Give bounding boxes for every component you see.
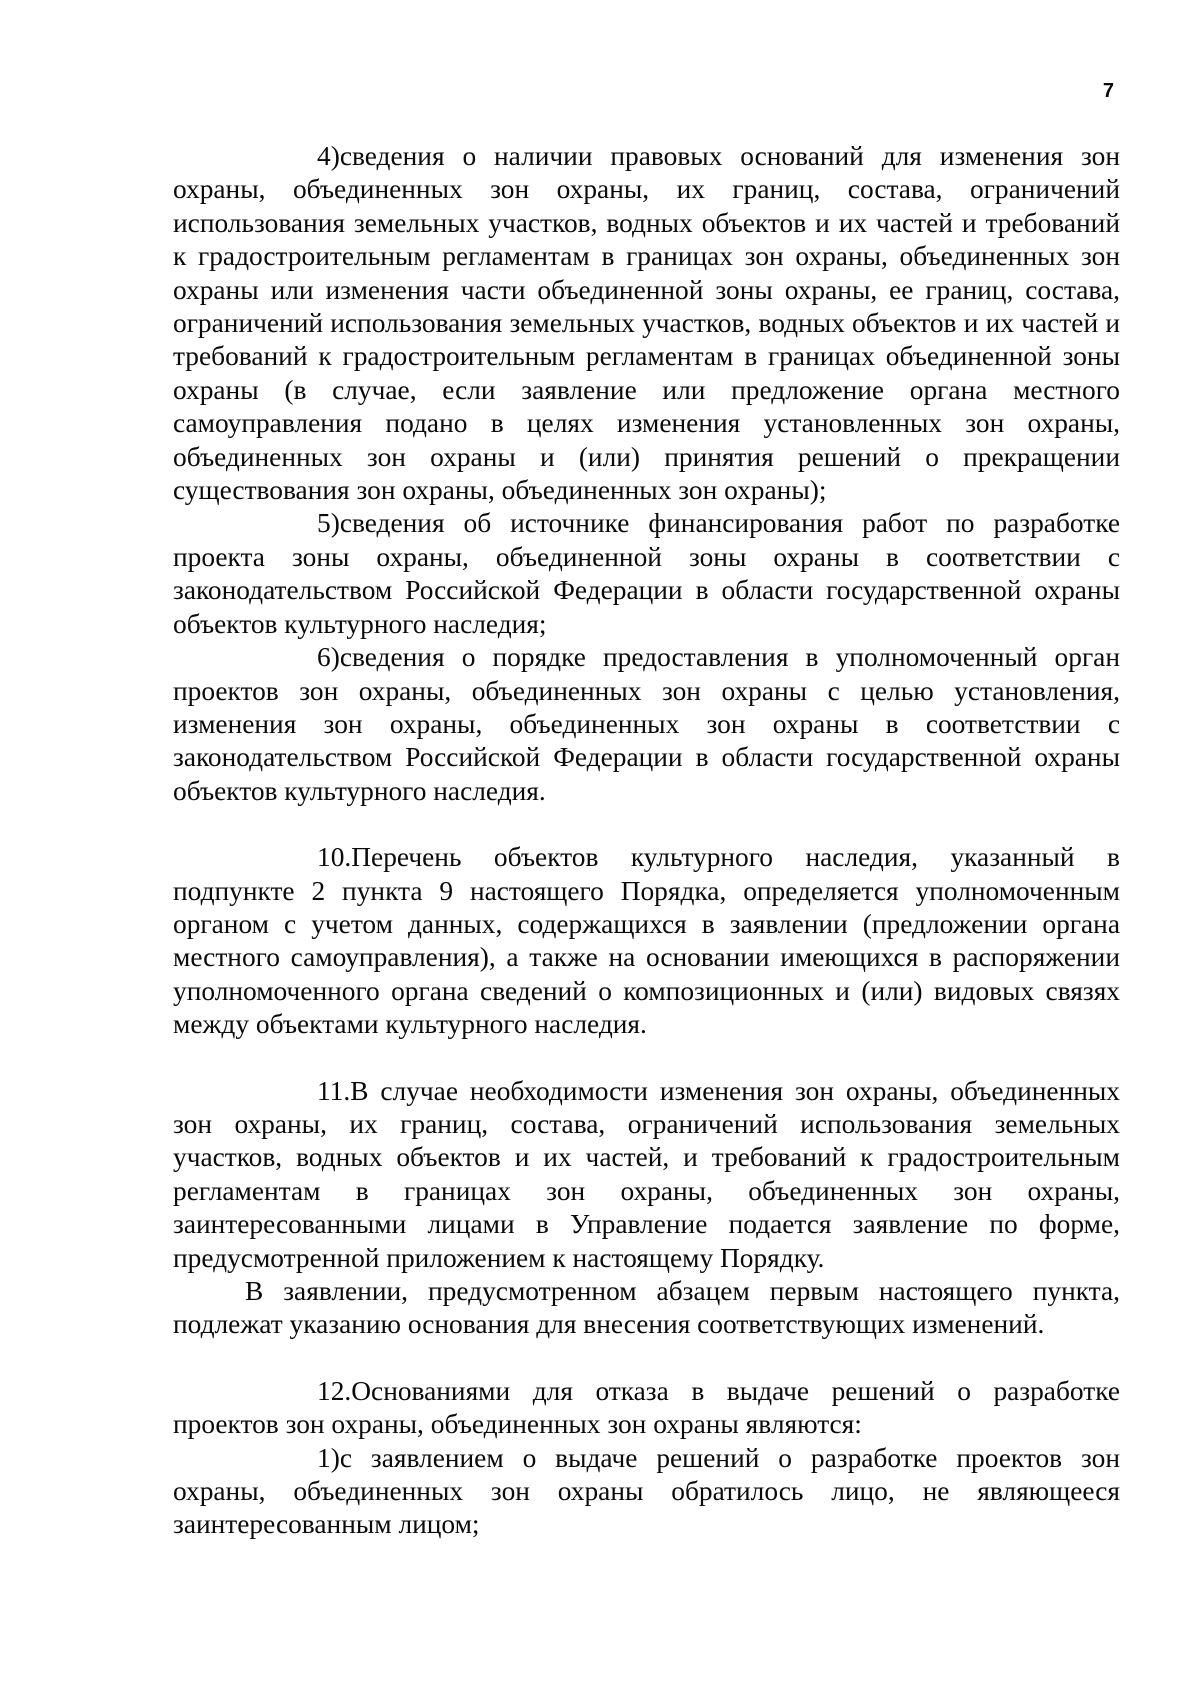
paragraph-gap [173, 808, 1120, 841]
paragraph-item-1 [173, 1442, 1120, 1542]
paragraph-item-4 [173, 140, 1120, 507]
paragraph-gap [173, 1342, 1120, 1375]
paragraph-text: сведения об источнике финансирования работ по разработке проекта зоны охраны, объединенной зоны охраны в соответствии с законодательством Российской Федерации в области государственной охраны объектов культурного наследия; [173, 508, 1120, 639]
paragraph-section-11-continuation [173, 1275, 1120, 1342]
document-body [173, 140, 1120, 1542]
section-number: 10. [317, 842, 352, 873]
paragraph-text: Перечень объектов культурного наследия, указанный в подпункте 2 пункта 9 настоящего Порядка, определяется уполномоченным органом с учетом данных, содержащихся в заявлении (предложении органа местного самоуправления), а также на основании имеющихся в распоряжении уполномоченного органа сведений о композиционных и (или) видовых связях между объектами культурного наследия. [173, 842, 1120, 1040]
paragraph-text: сведения о порядке предоставления в уполномоченный орган проектов зон охраны, объединенных зон охраны с целью установления, изменения зон охраны, объединенных зон охраны в соответствии с законодательством Российской Федерации в области государственной охраны объектов культурного наследия. [173, 642, 1120, 806]
paragraph-item-5 [173, 507, 1120, 641]
item-number: 1) [317, 1442, 340, 1473]
paragraph-text: В случае необходимости изменения зон охраны, объединенных зон охраны, их границ, состава, ограничений использования земельных участков, водных объектов и их частей, и требований к градостроительным регламентам в границах зон охраны, объединенных зон охраны, заинтересованными лицами в Управление подается заявление по форме, предусмотренной приложением к настоящему Порядку. [173, 1075, 1120, 1273]
paragraph-item-6 [173, 641, 1120, 808]
paragraph-text: Основаниями для отказа в выдаче решений о разработке проектов зон охраны, объединенных зон охраны являются: [173, 1375, 1120, 1440]
paragraph-text: В заявлении, предусмотренном абзацем первым настоящего пункта, подлежат указанию основания для внесения соответствующих изменений. [173, 1276, 1120, 1340]
paragraph-gap [173, 1042, 1120, 1075]
paragraph-text: сведения о наличии правовых оснований для изменения зон охраны, объединенных зон охраны, их границ, состава, ограничений использования земельных участков, водных объектов и их частей и требований к градостроительным регламентам в границах зон охраны, объединенных зон охраны или изменения части объединенной зоны охраны, ее границ, состава, ограничений использования земельных участков, водных объектов и их частей и требований к градостроительным регламентам в границах объединенной зоны охраны (в случае, если заявление или предложение органа местного самоуправления подано в целях изменения установленных зон охраны, объединенных зон охраны и (или) принятия решений о прекращении существования зон охраны, объединенных зон охраны); [173, 141, 1120, 506]
section-number: 11. [317, 1075, 351, 1106]
paragraph-section-11 [173, 1075, 1120, 1275]
page-number: 7 [1102, 80, 1114, 102]
paragraph-section-12 [173, 1375, 1120, 1442]
paragraph-section-10 [173, 841, 1120, 1041]
item-number: 6) [317, 642, 340, 673]
item-number: 4) [317, 141, 340, 171]
item-number: 5) [317, 508, 340, 539]
paragraph-text: с заявлением о выдаче решений о разработке проектов зон охраны, объединенных зон охраны обратилось лицо, не являющееся заинтересованным лицом; [173, 1442, 1120, 1540]
section-number: 12. [317, 1375, 352, 1406]
